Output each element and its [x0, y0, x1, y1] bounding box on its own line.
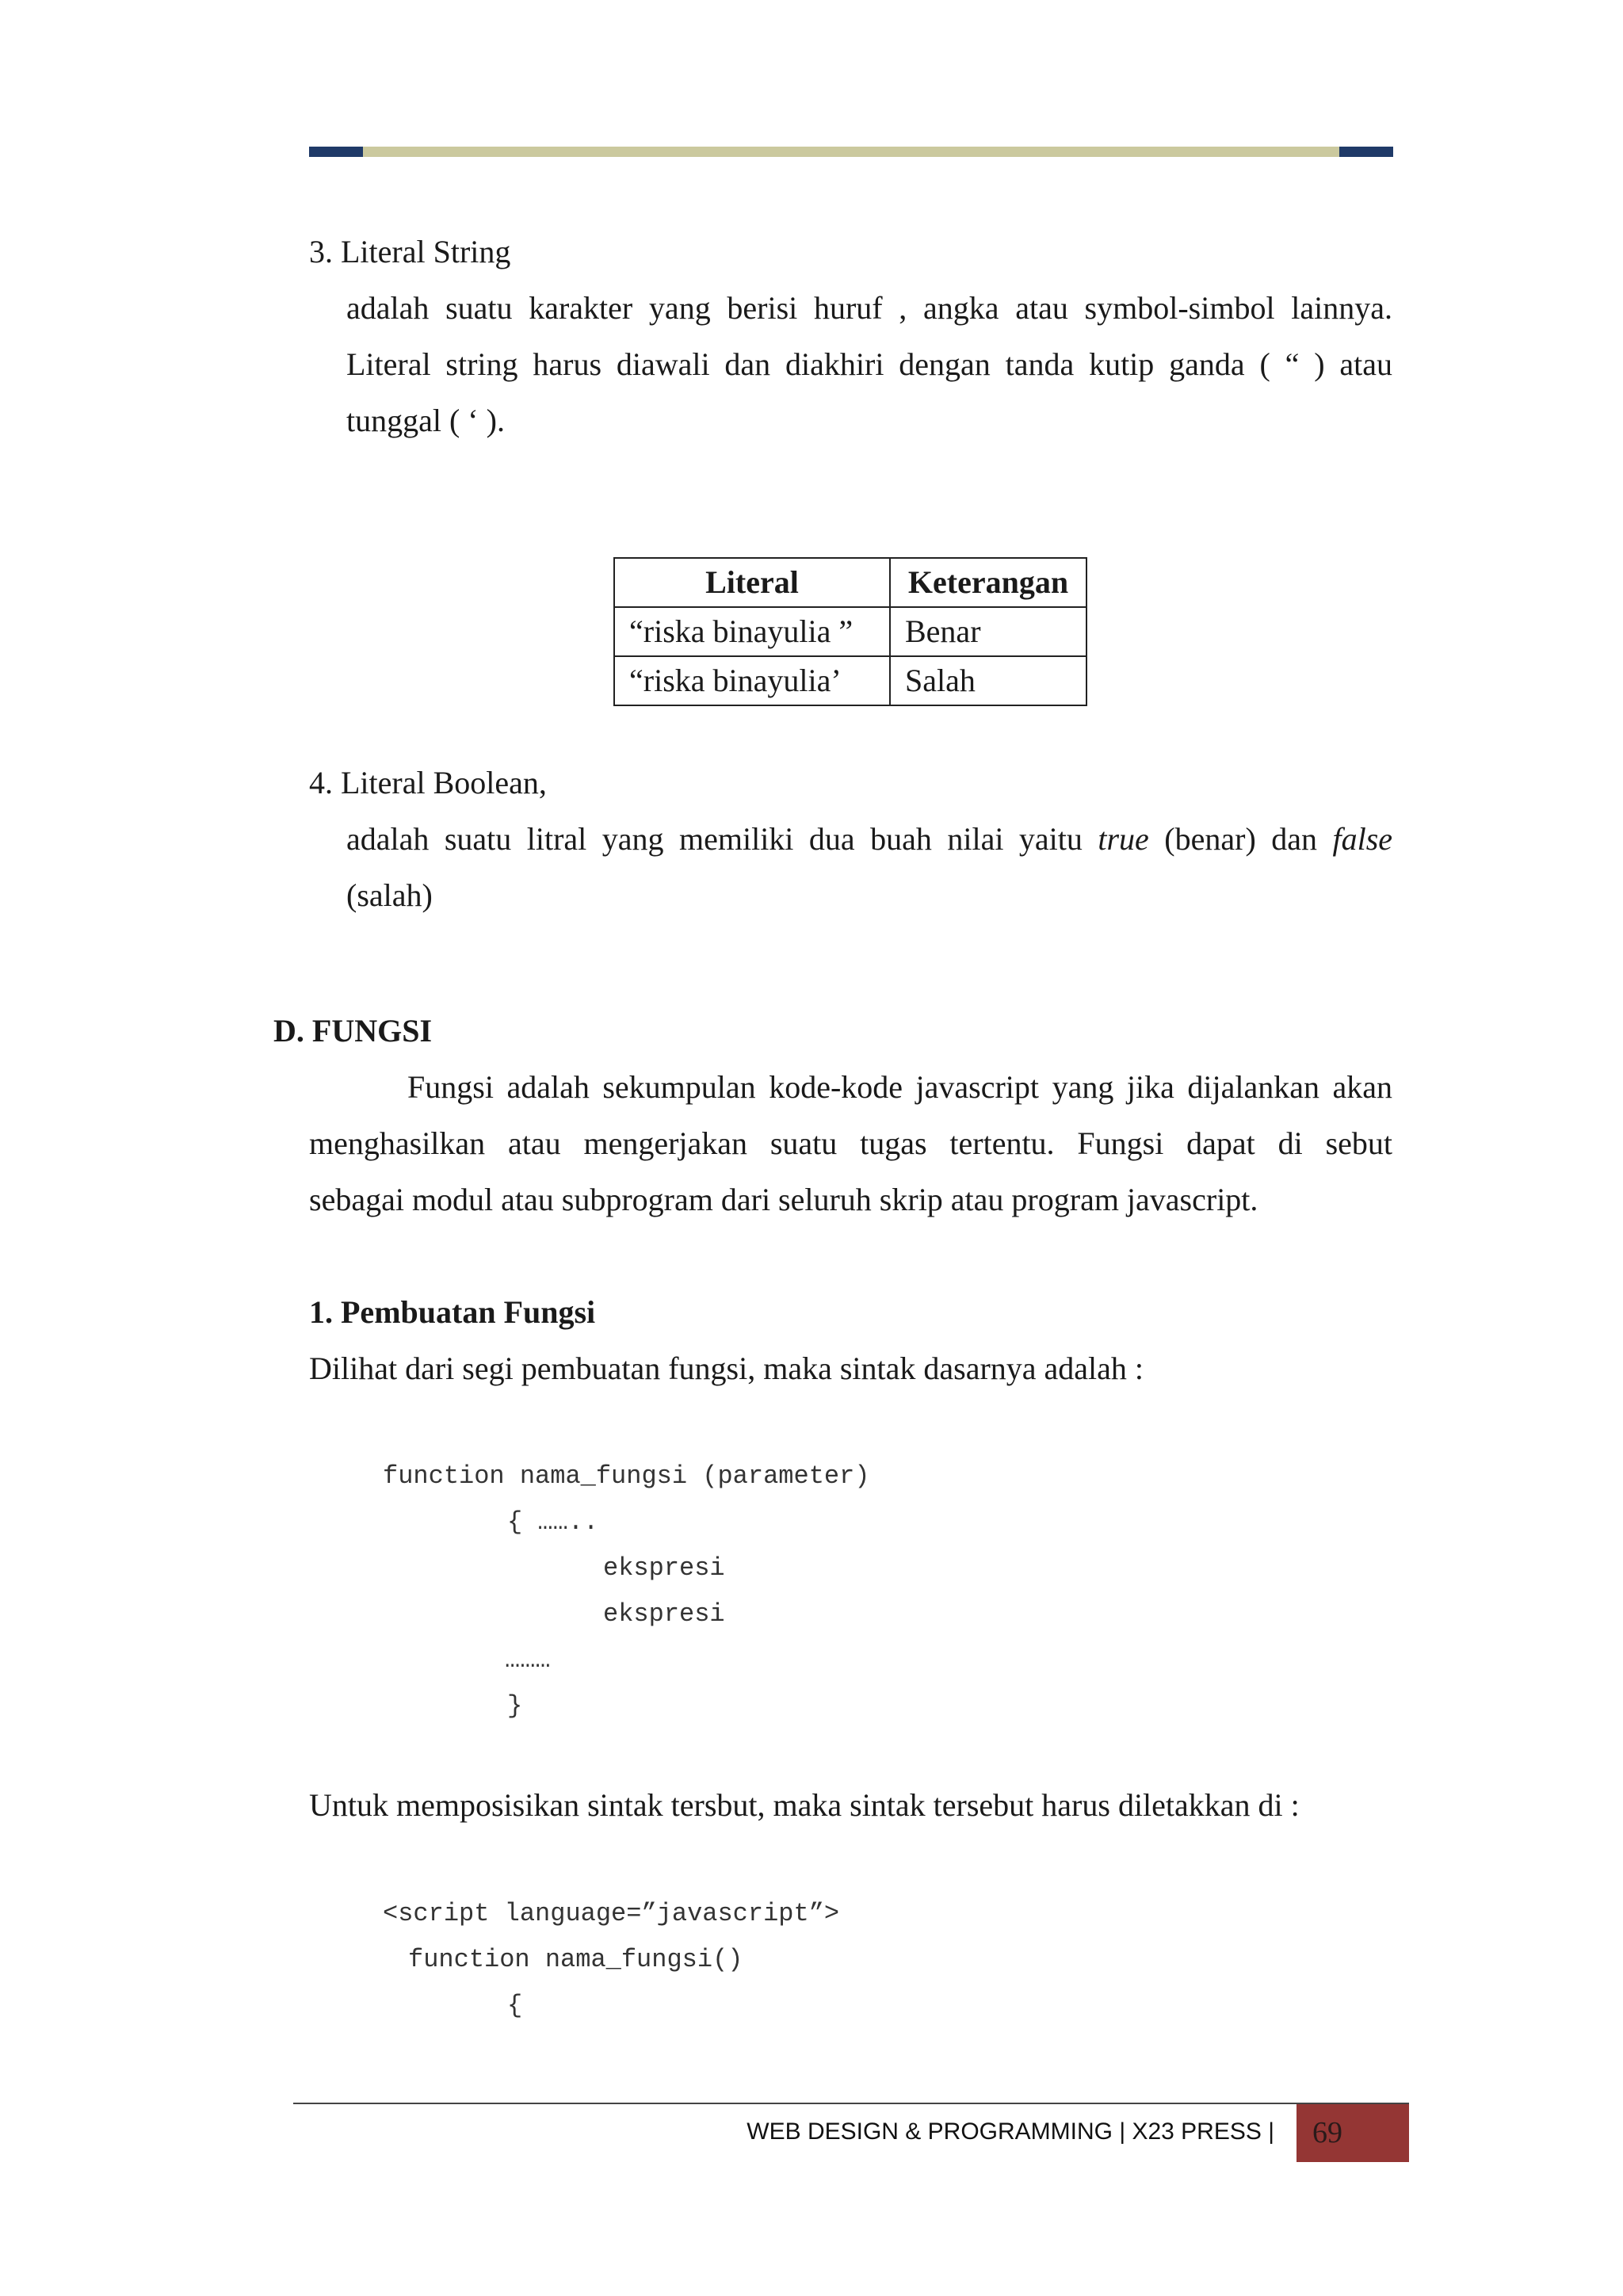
section-3-heading: 3. Literal String: [309, 234, 511, 269]
section-3-line-2: Literal string harus diawali dan diakhiri dengan tanda kutip ganda ( “ ) atau: [346, 346, 1392, 382]
section-4-heading: 4. Literal Boolean,: [309, 765, 547, 800]
header-bar-middle: [363, 147, 1339, 157]
table-header-row: [614, 558, 1086, 607]
footer-rule: [293, 2103, 1409, 2104]
table-cell: “riska binayulia’: [614, 656, 890, 705]
literal-table: [613, 557, 1087, 706]
section-4-text-b: (benar) dan: [1164, 821, 1317, 857]
placement-sentence: Untuk memposisikan sintak tersbut, maka sintak tersebut harus diletakkan di :: [309, 1787, 1300, 1823]
code-1-line-4: ekspresi: [603, 1599, 725, 1629]
code-1-line-1: function nama_fungsi (parameter): [383, 1461, 870, 1491]
subsection-1-heading: 1. Pembuatan Fungsi: [309, 1294, 596, 1330]
section-4-line-1: [346, 811, 1392, 868]
section-4-line-2: (salah): [346, 877, 433, 913]
table-row: [614, 607, 1086, 656]
code-2-line-3: {: [507, 1991, 523, 2020]
table-row: [614, 656, 1086, 705]
header-bar-right: [1339, 147, 1393, 157]
section-4-text-a: adalah suatu litral yang memiliki dua buah nilai yaitu: [346, 821, 1083, 857]
section-d-para-line-2: menghasilkan atau mengerjakan suatu tugas tertentu. Fungsi dapat di sebut: [309, 1125, 1392, 1161]
code-1-line-2: { ……..: [507, 1507, 614, 1537]
section-d-para-line-3: sebagai modul atau subprogram dari seluruh skrip atau program javascript.: [309, 1182, 1258, 1217]
footer-text: WEB DESIGN & PROGRAMMING | X23 PRESS |: [747, 2118, 1274, 2145]
page-number-box: [1296, 2104, 1409, 2162]
false-keyword: false: [1332, 821, 1393, 857]
table-cell: Salah: [890, 656, 1086, 705]
table-cell: Benar: [890, 607, 1086, 656]
code-1-line-6: }: [507, 1691, 523, 1721]
section-3-line-1: adalah suatu karakter yang berisi huruf , angka atau symbol-simbol lainnya.: [346, 290, 1392, 326]
section-3-line-3: tunggal ( ‘ ).: [346, 403, 505, 438]
section-d-para-line-1: Fungsi adalah sekumpulan kode-kode javascript yang jika dijalankan akan: [407, 1069, 1392, 1105]
table-cell: “riska binayulia ”: [614, 607, 890, 656]
code-2-line-2: function nama_fungsi(): [408, 1945, 743, 1974]
subsection-1-intro: Dilihat dari segi pembuatan fungsi, maka sintak dasarnya adalah :: [309, 1350, 1144, 1386]
table-header-literal: Literal: [614, 558, 890, 607]
table-header-keterangan: Keterangan: [890, 558, 1086, 607]
code-1-line-3: ekspresi: [603, 1553, 725, 1583]
page-number: 69: [1312, 2116, 1342, 2149]
code-1-line-5: ………: [505, 1645, 551, 1675]
header-bar-left: [309, 147, 363, 157]
true-keyword: true: [1098, 821, 1149, 857]
code-2-line-1: <script language=”javascript”>: [383, 1899, 840, 1928]
section-d-heading: D. FUNGSI: [273, 1013, 433, 1049]
